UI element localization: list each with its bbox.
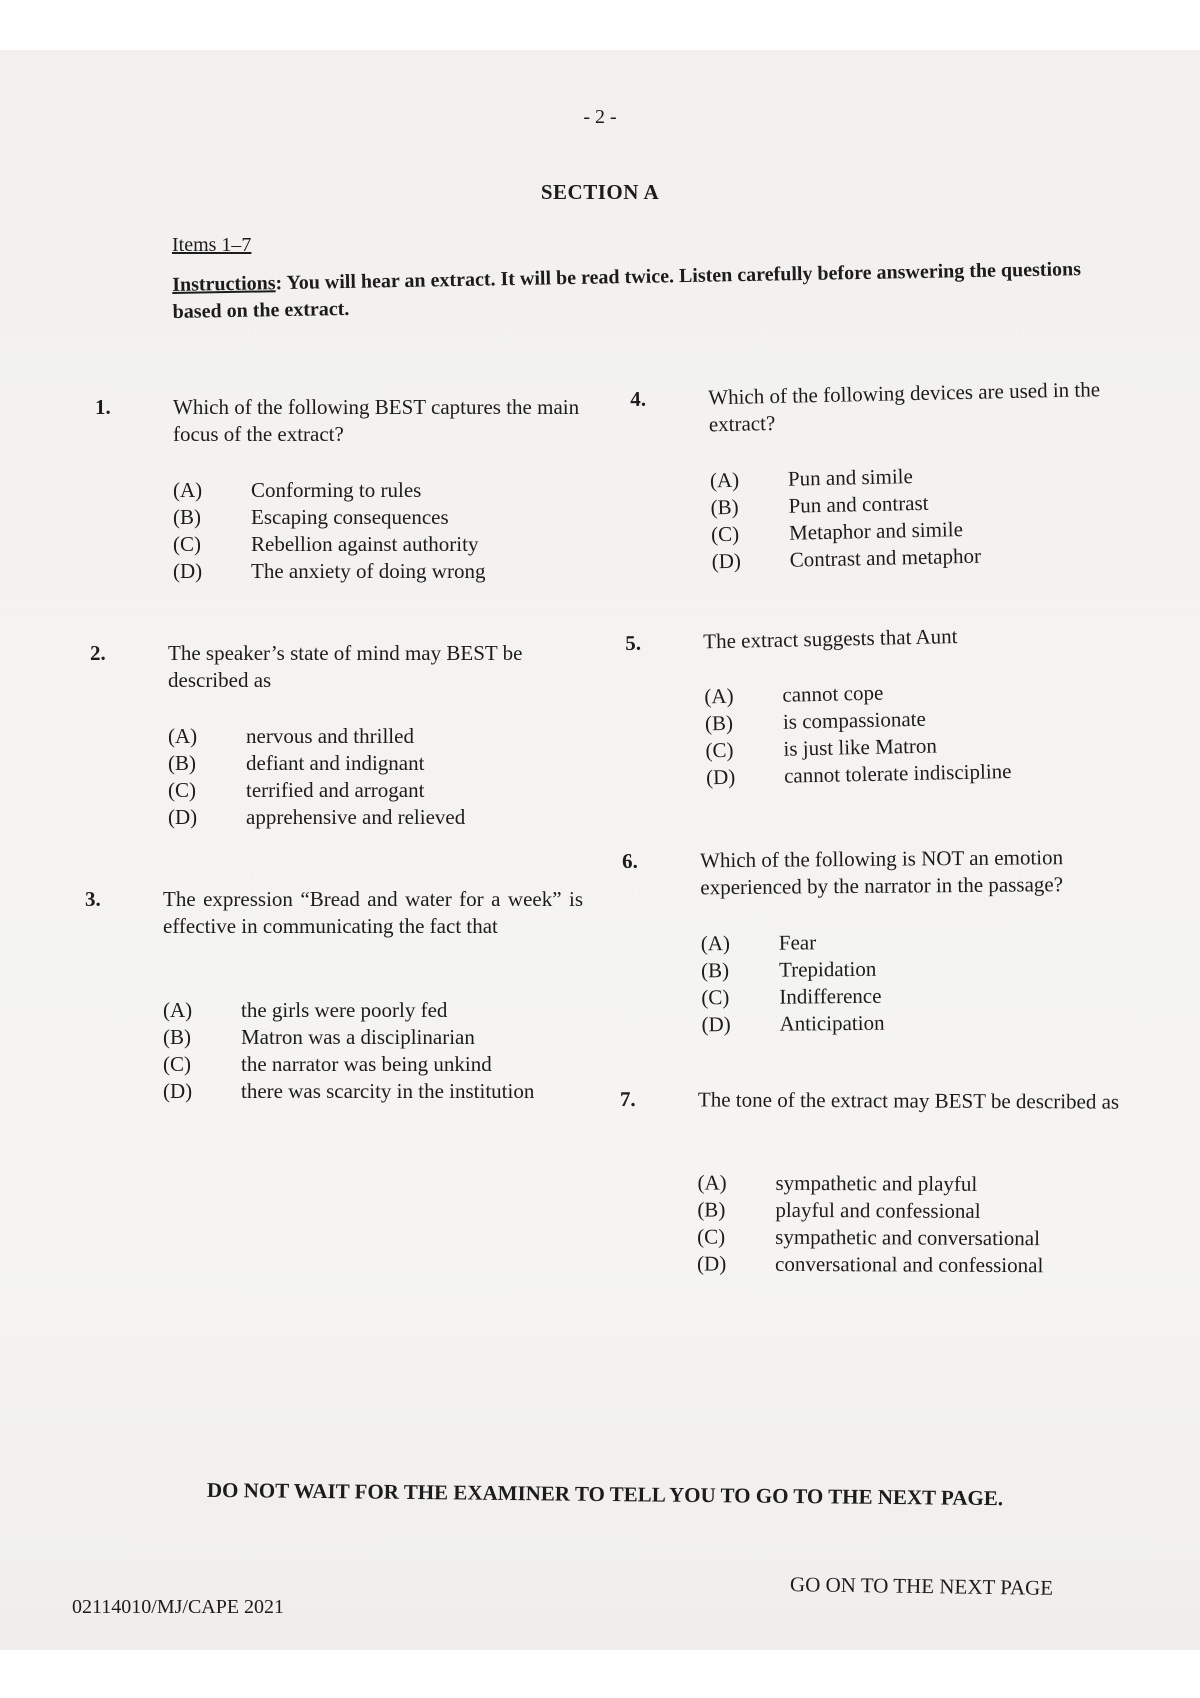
option-letter: (B) bbox=[700, 958, 730, 983]
option-letter: (D) bbox=[701, 1012, 731, 1037]
option-letter: (B) bbox=[697, 1197, 726, 1222]
option-text: the narrator was being unkind bbox=[241, 1052, 492, 1076]
section-title: SECTION A bbox=[540, 180, 660, 204]
option-letter: (D) bbox=[163, 1079, 193, 1103]
option-letter: (D) bbox=[173, 559, 203, 583]
option-letter: (A) bbox=[704, 683, 734, 709]
option-text: Pun and simile bbox=[787, 464, 914, 491]
go-on-notice: GO ON TO THE NEXT PAGE bbox=[789, 1572, 1054, 1600]
option-list bbox=[704, 677, 1012, 791]
option-letter: (A) bbox=[709, 467, 740, 493]
option-text: Fear bbox=[778, 930, 817, 955]
option-text: Indifference bbox=[779, 983, 882, 1009]
option-letter: (B) bbox=[168, 751, 196, 775]
option-text: Trepidation bbox=[778, 956, 877, 982]
option-text: nervous and thrilled bbox=[246, 724, 414, 748]
page-number: - 2 - bbox=[583, 106, 617, 128]
option-text: Conforming to rules bbox=[251, 478, 422, 502]
option-text: Metaphor and simile bbox=[788, 517, 964, 545]
option-b bbox=[701, 956, 884, 985]
option-text: the girls were poorly fed bbox=[241, 998, 448, 1022]
option-letter: (B) bbox=[710, 494, 739, 520]
option-text: Pun and contrast bbox=[788, 490, 929, 518]
option-a bbox=[697, 1169, 1043, 1198]
do-not-wait-notice: DO NOT WAIT FOR THE EXAMINER TO TELL YOU TO GO TO THE NEXT PAGE. bbox=[206, 1477, 1004, 1511]
option-text: Anticipation bbox=[779, 1010, 885, 1036]
option-a bbox=[168, 723, 465, 750]
option-d bbox=[711, 543, 981, 576]
question-7 bbox=[619, 1086, 1140, 1278]
option-text: sympathetic and conversational bbox=[775, 1224, 1041, 1251]
option-text: defiant and indignant bbox=[246, 751, 425, 775]
option-text: sympathetic and playful bbox=[775, 1170, 978, 1196]
option-d bbox=[697, 1250, 1043, 1279]
question-number: 2. bbox=[90, 641, 106, 665]
option-d bbox=[706, 758, 1012, 791]
option-list bbox=[163, 997, 534, 1105]
option-text: playful and confessional bbox=[775, 1197, 981, 1223]
option-letter: (D) bbox=[711, 548, 742, 574]
option-list bbox=[697, 1169, 1044, 1279]
option-letter: (D) bbox=[168, 805, 198, 829]
question-stem: The extract suggests that Aunt bbox=[703, 624, 958, 654]
option-text: apprehensive and relieved bbox=[246, 805, 466, 829]
option-letter: (A) bbox=[173, 478, 203, 502]
option-letter: (B) bbox=[704, 710, 734, 736]
option-text: Contrast and metaphor bbox=[789, 543, 982, 572]
question-stem: Which of the following devices are used in the extract? bbox=[708, 377, 1101, 437]
question-stem: The expression “Bread and water for a week” is effective in communicating the fact that bbox=[163, 887, 583, 938]
option-b bbox=[163, 1024, 534, 1051]
question-number: 7. bbox=[619, 1087, 636, 1112]
option-text: Escaping consequences bbox=[251, 505, 449, 529]
option-text: The anxiety of doing wrong bbox=[251, 559, 486, 583]
option-letter: (C) bbox=[705, 737, 734, 763]
option-letter: (C) bbox=[710, 521, 740, 547]
option-list bbox=[168, 723, 465, 831]
option-a bbox=[163, 997, 534, 1024]
option-d bbox=[168, 804, 465, 831]
option-letter: (C) bbox=[168, 778, 196, 802]
option-d bbox=[701, 1010, 884, 1039]
option-text: Rebellion against authority bbox=[251, 532, 479, 556]
option-a bbox=[173, 477, 485, 504]
question-number: 4. bbox=[630, 386, 647, 411]
option-c bbox=[173, 531, 485, 558]
question-stem: The tone of the extract may BEST be described as bbox=[697, 1087, 1120, 1114]
option-text: cannot tolerate indiscipline bbox=[783, 758, 1012, 788]
question-stem: Which of the following is NOT an emotion experienced by the narrator in the passage? bbox=[700, 845, 1064, 900]
instructions-text: : You will hear an extract. It will be read twice. Listen carefully before answering the questions based on the extract. bbox=[172, 258, 1082, 323]
option-text: there was scarcity in the institution bbox=[241, 1079, 535, 1103]
option-list bbox=[710, 462, 981, 576]
option-b bbox=[173, 504, 485, 531]
paper-code: 02114010/MJ/CAPE 2021 bbox=[72, 1596, 285, 1618]
option-b bbox=[697, 1196, 1043, 1225]
option-c bbox=[168, 777, 465, 804]
option-text: is compassionate bbox=[782, 706, 927, 734]
question-6 bbox=[622, 843, 1142, 1037]
exam-page bbox=[0, 50, 1200, 1650]
option-letter: (B) bbox=[173, 505, 201, 529]
question-stem: The speaker’s state of mind may BEST be described as bbox=[168, 641, 523, 692]
option-text: cannot cope bbox=[782, 680, 884, 707]
question-number: 5. bbox=[625, 630, 642, 655]
option-letter: (C) bbox=[173, 532, 201, 556]
option-letter: (D) bbox=[697, 1251, 727, 1276]
option-letter: (A) bbox=[163, 998, 193, 1022]
option-letter: (C) bbox=[701, 985, 730, 1010]
option-d bbox=[163, 1078, 534, 1105]
question-4 bbox=[630, 375, 1150, 574]
option-letter: (D) bbox=[705, 764, 736, 790]
instructions-lead: Instructions bbox=[172, 272, 276, 296]
option-list bbox=[173, 477, 485, 585]
option-b bbox=[168, 750, 465, 777]
question-stem: Which of the following BEST captures the main focus of the extract? bbox=[173, 395, 580, 446]
question-number: 1. bbox=[95, 395, 111, 419]
option-list bbox=[701, 929, 885, 1039]
option-letter: (C) bbox=[697, 1224, 726, 1249]
option-c bbox=[697, 1223, 1043, 1252]
option-a bbox=[701, 929, 884, 958]
option-letter: (A) bbox=[697, 1170, 727, 1195]
option-text: conversational and confessional bbox=[775, 1251, 1044, 1278]
option-text: Matron was a disciplinarian bbox=[241, 1025, 475, 1049]
option-letter: (A) bbox=[700, 931, 731, 956]
option-letter: (A) bbox=[168, 724, 198, 748]
instructions bbox=[172, 255, 1123, 326]
question-number: 6. bbox=[622, 848, 638, 873]
option-text: is just like Matron bbox=[783, 733, 938, 761]
option-text: terrified and arrogant bbox=[246, 778, 425, 802]
option-c bbox=[163, 1051, 534, 1078]
option-letter: (B) bbox=[163, 1025, 191, 1049]
items-label: Items 1–7 bbox=[172, 234, 252, 256]
question-5 bbox=[625, 619, 1145, 790]
option-d bbox=[173, 558, 485, 585]
option-letter: (C) bbox=[163, 1052, 191, 1076]
option-c bbox=[701, 983, 884, 1012]
question-number: 3. bbox=[85, 887, 101, 911]
